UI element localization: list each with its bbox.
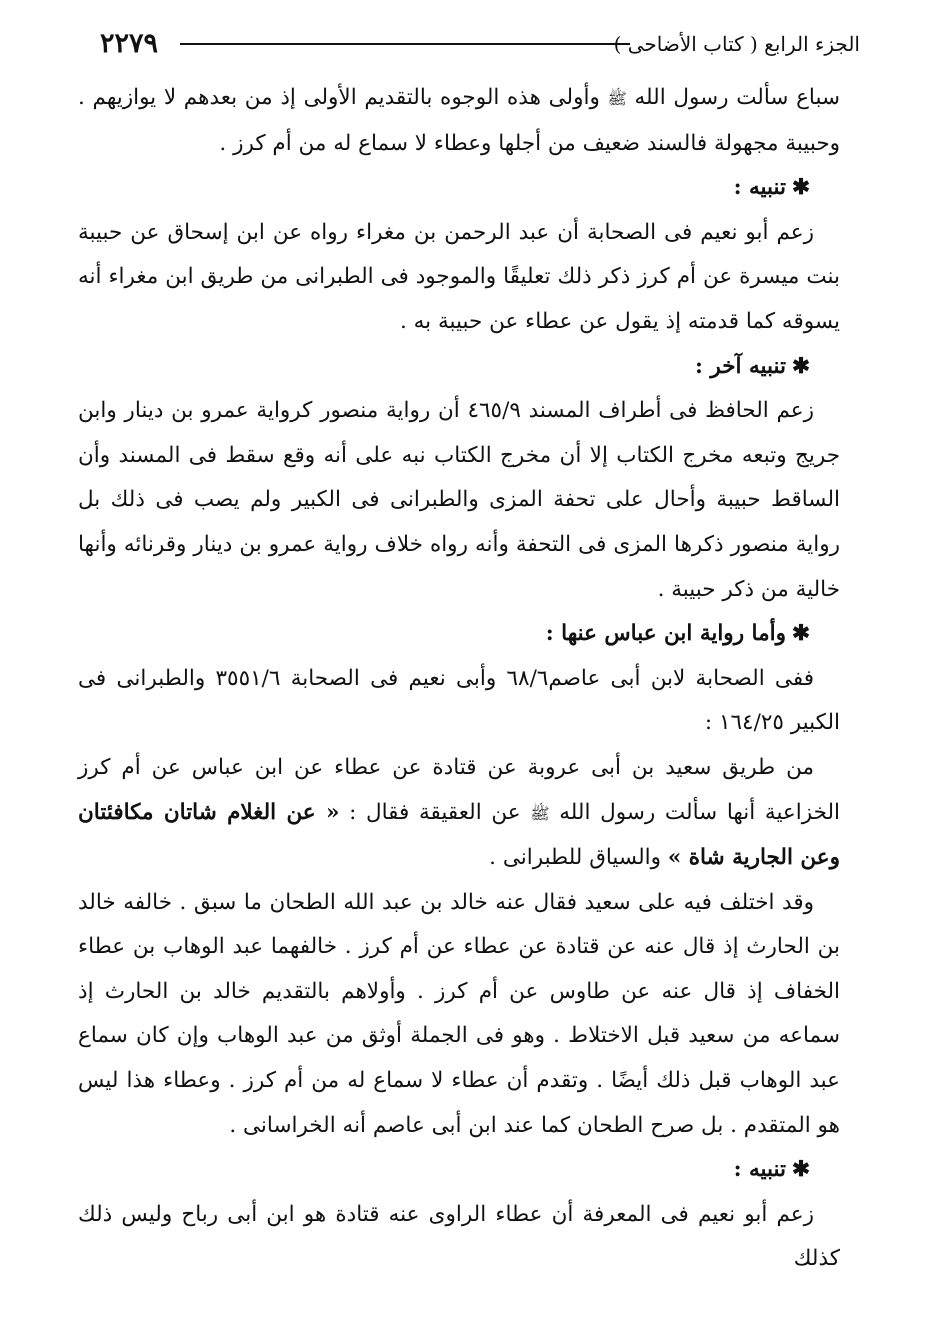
paragraph-6: وقد اختلف فيه على سعيد فقال عنه خالد بن عبد الله الطحان ما سبق . خالفه خالد بن الحارث إذ قال عنه عن قتادة عن عطاء عن أم كرز . خالفهما عبد الوهاب بن عطاء الخفاف إذ قال عنه عن طاوس عن أم كرز . وأولاهم بالتقديم خالد بن الحارث إذ سماعه من سعيد قبل الاختلاط . وهو فى الجملة أوثق من عبد الوهاب وإن كان سماع عبد الوهاب قبل ذلك أيضًا . وتقدم أن عطاء لا سماع له من أم كرز . وعطاء هذا ليس هو المتقدم . بل صرح الطحان كما عند ابن أبى عاصم أنه الخراسانى .: [78, 889, 840, 1138]
heading-ibn-abbas-label: وأما رواية ابن عباس عنها :: [545, 621, 786, 647]
heading-tanbih-2-label: تنبيه :: [733, 1157, 786, 1183]
star-icon: ✱: [791, 1157, 810, 1183]
heading-tanbih-2: [78, 1148, 840, 1193]
paragraph-7: زعم أبو نعيم فى المعرفة أن عطاء الراوى عنه قتادة هو ابن أبى رباح وليس ذلك كذلك: [78, 1201, 840, 1272]
page-header: [100, 26, 860, 62]
body-text: [78, 76, 840, 1282]
salawat-symbol: ﷺ: [607, 89, 627, 108]
hadith-quote: « عن الغلام شاتان مكافئتان وعن الجارية شاة »: [78, 799, 840, 871]
star-icon: ✱: [791, 175, 810, 201]
running-head: الجزء الرابع ( كتاب الأضاحى ): [613, 32, 860, 56]
paragraph-1: [78, 76, 840, 166]
heading-tanbih-akhar-label: تنبيه آخر :: [694, 353, 786, 379]
heading-tanbih-1: [78, 166, 840, 211]
paragraph-1-part-b: وأولى هذه الوجوه بالتقديم الأولى إذ من بعدهم لا يوازيهم . وحبيبة مجهولة فالسند ضعيف من أجلها وعطاء لا سماع له من أم كرز .: [78, 85, 840, 156]
paragraph-4: ففى الصحابة لابن أبى عاصم٦٨/٦ وأبى نعيم فى الصحابة ٣٥٥١/٦ والطبرانى فى الكبير ١٦٤/٢٥ :: [78, 665, 840, 736]
paragraph-3: زعم الحافظ فى أطراف المسند ٤٦٥/٩ أن رواية منصور كرواية عمرو بن دينار وابن جريج وتبعه مخرج الكتاب إلا أن مخرج الكتاب نبه على أنه وقع سقط فى المسند وأن الساقط حبيبة وأحال على تحفة المزى والطبرانى فى الكبير ولم يصب فى ذلك بل رواية منصور ذكرها المزى فى التحفة وأنه رواه خلاف رواية عمرو بن دينار وقرنائه وأنها خالية من ذكر حبيبة .: [78, 398, 840, 602]
salawat-symbol: ﷺ: [530, 803, 550, 823]
paragraph-5-part-c: والسياق للطبرانى .: [489, 845, 661, 871]
heading-tanbih-akhar: [78, 345, 840, 390]
page-number: ٢٢٧٩: [100, 28, 159, 59]
heading-tanbih-1-label: تنبيه :: [733, 175, 786, 201]
header-rule: [180, 43, 630, 45]
heading-ibn-abbas: [78, 612, 840, 657]
star-icon: ✱: [791, 621, 810, 647]
paragraph-2: زعم أبو نعيم فى الصحابة أن عبد الرحمن بن مغراء رواه عن ابن إسحاق عن حبيبة بنت ميسرة عن أم كرز ذكر ذلك تعليقًا والموجود فى الطبرانى من طريق ابن مغراء أنه يسوقه كما قدمته إذ يقول عن عطاء عن حبيبة به .: [78, 219, 840, 334]
paragraph-5-part-b: عن العقيقة فقال :: [349, 799, 521, 825]
paragraph-5: [78, 746, 840, 881]
paragraph-5-part-a: من طريق سعيد بن أبى عروبة عن قتادة عن عطاء عن ابن عباس عن أم كرز الخزاعية أنها سألت رسول الله: [78, 754, 840, 825]
paragraph-1-part-a: سباع سألت رسول الله: [634, 85, 840, 110]
star-icon: ✱: [791, 353, 810, 379]
